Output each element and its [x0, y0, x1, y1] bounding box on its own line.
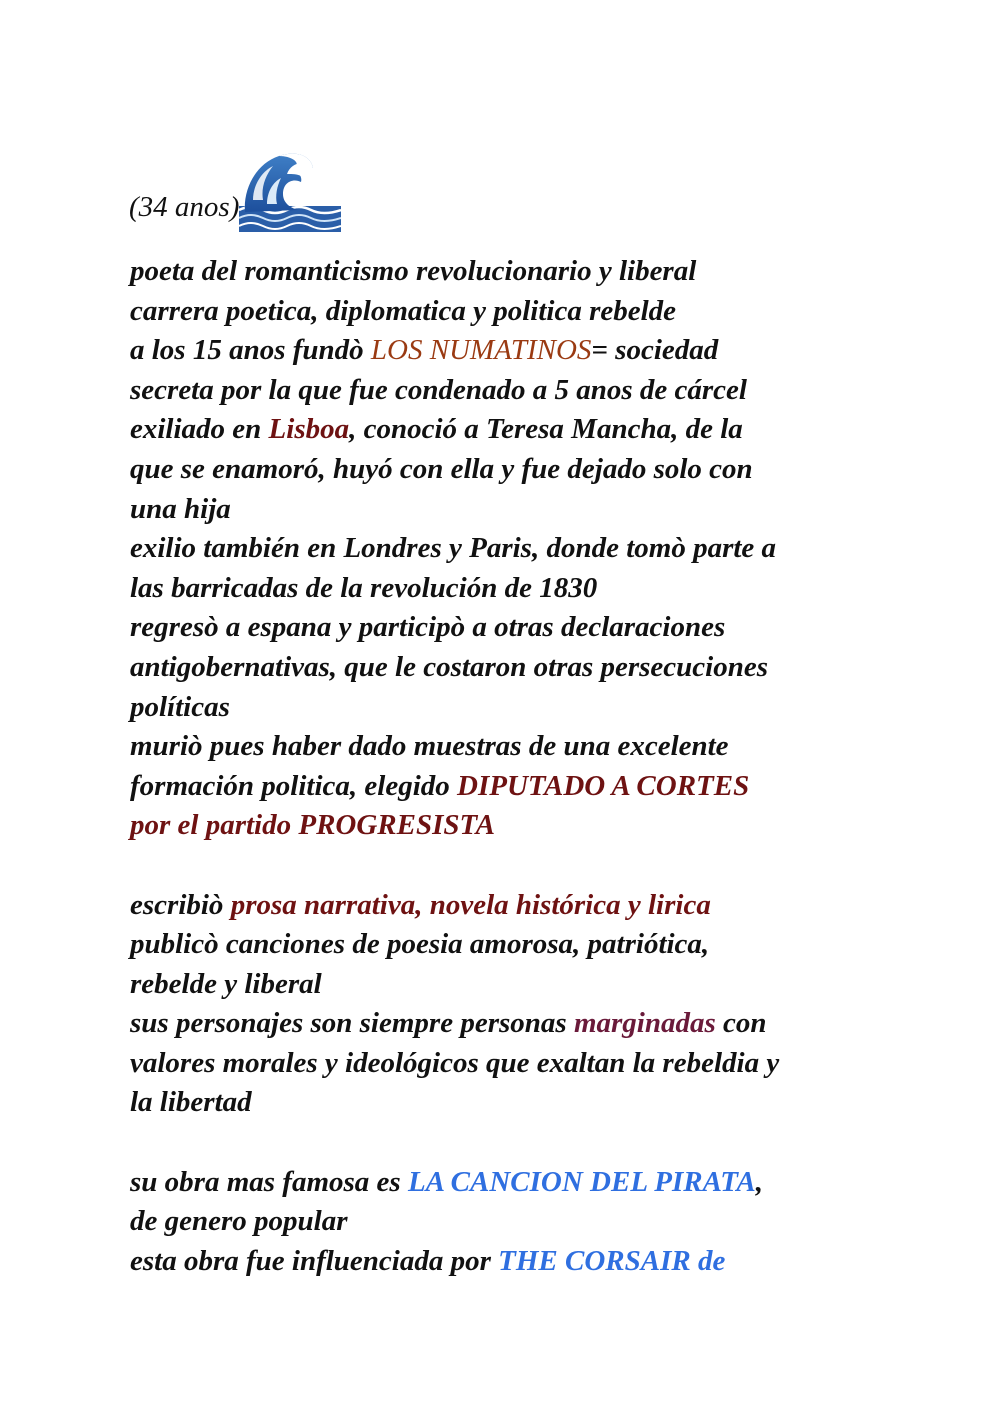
highlight-la-cancion-del-pirata: LA CANCION DEL PIRATA	[407, 1165, 756, 1198]
text-line: que se enamoró, huyó con ella y fue dejado solo con	[130, 452, 753, 485]
text-line: de genero popular	[130, 1205, 348, 1238]
highlight-lisboa: Lisboa	[268, 413, 350, 446]
paragraph-spacer	[130, 1123, 890, 1163]
text-run: a los 15 anos fundò	[130, 334, 371, 367]
text-line: regresò a espana y participò a otras declaraciones	[130, 611, 726, 644]
age-label: (34 anos)	[129, 191, 240, 223]
highlight-marginadas: marginadas	[573, 1007, 716, 1040]
highlight-the-corsair: THE CORSAIR de	[498, 1244, 726, 1277]
text-run: ,	[755, 1165, 764, 1198]
text-run: sus personajes son siempre personas	[130, 1007, 574, 1040]
biography-text	[130, 252, 890, 1281]
highlight-genres: prosa narrativa, novela histórica y lirica	[230, 888, 711, 921]
text-line	[130, 1004, 890, 1044]
text-line: muriò pues haber dado muestras de una excelente	[130, 730, 729, 763]
text-run: con	[715, 1007, 767, 1040]
text-line	[130, 1242, 890, 1282]
text-run: , conoció a Teresa Mancha, de la	[349, 413, 743, 446]
text-run: exiliado en	[130, 413, 269, 446]
text-line: antigobernativas, que le costaron otras persecuciones	[130, 650, 769, 683]
text-line: carrera poetica, diplomatica y politica rebelde	[130, 294, 677, 327]
text-line: la libertad	[130, 1086, 252, 1119]
text-line: publicò canciones de poesia amorosa, patriótica,	[130, 928, 710, 961]
text-line: poeta del romanticismo revolucionario y liberal	[130, 255, 697, 287]
text-line: exilio también en Londres y Paris, donde tomò parte a	[130, 532, 777, 565]
text-line	[130, 410, 890, 450]
text-run: esta obra fue influenciada por	[130, 1244, 499, 1277]
text-line: políticas	[130, 690, 230, 723]
text-line: valores morales y ideológicos que exaltan la rebeldia y	[130, 1046, 780, 1079]
text-run: formación politica, elegido	[130, 769, 458, 802]
header-line	[129, 150, 341, 232]
text-line	[130, 767, 890, 807]
text-line	[130, 886, 890, 926]
text-line: rebelde y liberal	[130, 967, 322, 1000]
text-run: escribiò	[130, 888, 231, 921]
text-line	[130, 331, 890, 371]
highlight-diputado-a-cortes: DIPUTADO A CORTES	[457, 769, 750, 802]
highlight-partido-progresista: por el partido PROGRESISTA	[130, 809, 495, 842]
text-run: su obra mas famosa es	[130, 1165, 408, 1198]
text-line: una hija	[130, 492, 231, 525]
paragraph-spacer	[130, 846, 890, 886]
highlight-los-numatinos: LOS NUMATINOS	[370, 334, 592, 367]
text-run: = sociedad	[591, 334, 719, 367]
text-line: secreta por la que fue condenado a 5 anos de cárcel	[130, 373, 747, 406]
water-wave-icon	[239, 150, 341, 232]
text-line: las barricadas de la revolución de 1830	[130, 571, 598, 604]
text-line	[130, 1163, 890, 1203]
